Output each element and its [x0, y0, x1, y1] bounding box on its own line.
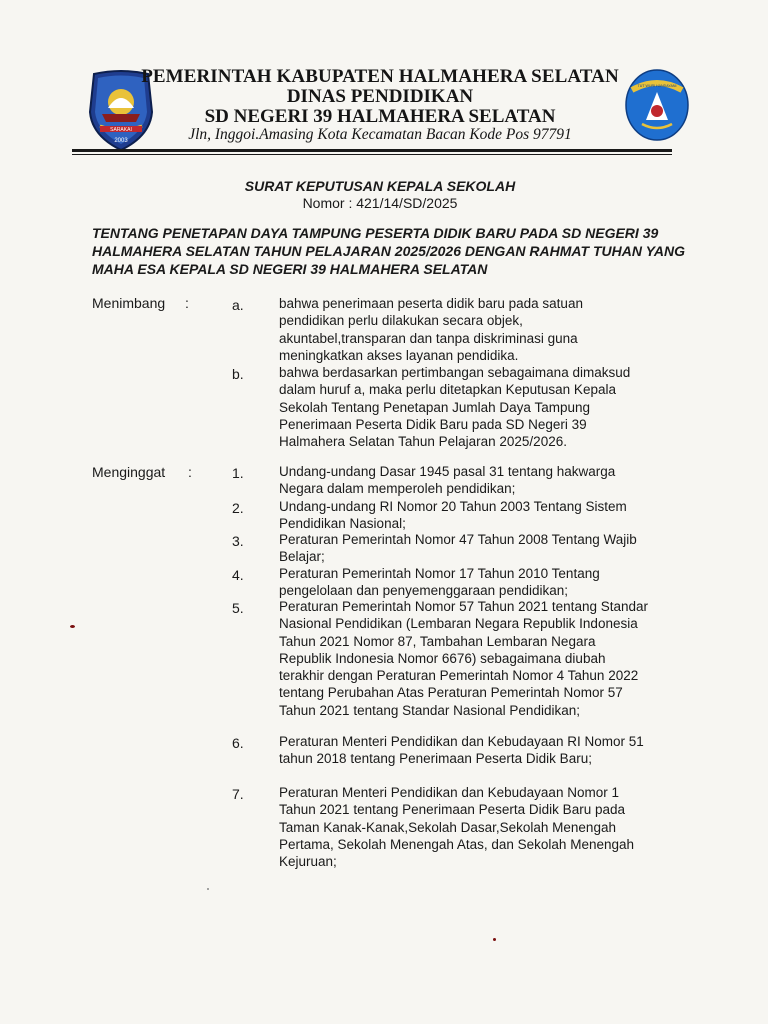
menimbang-marker: b.: [232, 366, 244, 382]
letterhead-address: Jln, Inggoi.Amasing Kota Kecamatan Bacan Kode Pos 97791: [188, 126, 572, 143]
menimbang-label: Menimbang: [92, 295, 166, 311]
mengingat-item: Peraturan Menteri Pendidikan dan Kebudayaan Nomor 1 Tahun 2021 tentang Penerimaan Peserta Didik Baru pada Taman Kanak-Kanak,Sekolah Dasar,Sekolah Menengah Pertama, Sekolah Menengah Atas, dan Sekolah Menengah Kejuruan;: [279, 785, 634, 870]
mengingat-item: Peraturan Pemerintah Nomor 47 Tahun 2008 Tentang Wajib Belajar;: [279, 532, 637, 565]
letterhead-department: DINAS PENDIDIKAN: [286, 86, 474, 107]
mengingat-marker: 3.: [232, 533, 244, 549]
scan-speck: [207, 888, 209, 890]
scan-speck: [70, 625, 75, 628]
mengingat-colon: :: [188, 464, 192, 480]
menimbang-item: bahwa penerimaan peserta didik baru pada satuan pendidikan perlu dilakukan secara objek, akuntabel,transparan dan tanpa diskriminasi guna meningkatkan akses layanan pendidika.: [279, 296, 583, 363]
mengingat-item: Undang-undang Dasar 1945 pasal 31 tentang hakwarga Negara dalam memperoleh pendidikan;: [279, 464, 616, 497]
scan-speck: [493, 938, 496, 941]
mengingat-label: Menginggat: [92, 464, 166, 480]
letterhead-government: PEMERINTAH KABUPATEN HALMAHERA SELATAN: [141, 66, 619, 87]
emblem-banner: TUT WURI HANDAYANI: [637, 84, 677, 88]
mengingat-marker: 1.: [232, 465, 244, 481]
tut-wuri-handayani-icon: [624, 68, 690, 142]
letterhead-school: SD NEGERI 39 HALMAHERA SELATAN: [204, 106, 556, 127]
mengingat-marker: 5.: [232, 600, 244, 616]
mengingat-item: Peraturan Pemerintah Nomor 17 Tahun 2010 Tentang pengelolaan dan penyemenggaraan pendidikan;: [279, 566, 600, 599]
document-title: SURAT KEPUTUSAN KEPALA SEKOLAH: [244, 178, 516, 194]
menimbang-colon: :: [185, 295, 189, 311]
menimbang-marker: a.: [232, 297, 244, 313]
document-subject: TENTANG PENETAPAN DAYA TAMPUNG PESERTA DIDIK BARU PADA SD NEGERI 39 HALMAHERA SELATAN TAHUN PELAJARAN 2025/2026 DENGAN RAHMAT TUHAN YANG MAHA ESA KEPALA SD NEGERI 39 HALMAHERA SELATAN: [92, 225, 685, 277]
mengingat-marker: 2.: [232, 500, 244, 516]
mengingat-marker: 6.: [232, 735, 244, 751]
mengingat-item: Peraturan Pemerintah Nomor 57 Tahun 2021 tentang Standar Nasional Pendidikan (Lembaran Negara Republik Indonesia Tahun 2021 Nomor 87, Tambahan Lembaran Negara Republik Indonesia Nomor 6676) sebagaimana diubah terakhir dengan Peraturan Pemerintah Nomor 4 Tahun 2022 tentang Perubahan Atas Peraturan Pemerintah Nomor 57 Tahun 2021 tentang Standar Nasional Pendidikan;: [279, 599, 648, 718]
mengingat-item: Undang-undang RI Nomor 20 Tahun 2003 Tentang Sistem Pendidikan Nasional;: [279, 499, 627, 532]
mengingat-marker: 4.: [232, 567, 244, 583]
document-number: Nomor : 421/14/SD/2025: [302, 195, 458, 211]
mengingat-marker: 7.: [232, 786, 244, 802]
emblem-motto: SARAKAI: [110, 127, 132, 133]
letterhead-rule-thin: [72, 154, 672, 155]
letterhead-rule-thick: [72, 149, 672, 152]
emblem-year: 2003: [114, 138, 128, 144]
menimbang-item: bahwa berdasarkan pertimbangan sebagaimana dimaksud dalam huruf a, maka perlu ditetapkan Keputusan Kepala Sekolah Tentang Penetapan Jumlah Daya Tampung Penerimaan Peserta Didik Baru pada SD Negeri 39 Halmahera Selatan Tahun Pelajaran 2025/2026.: [279, 365, 631, 450]
mengingat-item: Peraturan Menteri Pendidikan dan Kebudayaan RI Nomor 51 tahun 2018 tentang Penerimaan Peserta Didik Baru;: [279, 734, 644, 767]
